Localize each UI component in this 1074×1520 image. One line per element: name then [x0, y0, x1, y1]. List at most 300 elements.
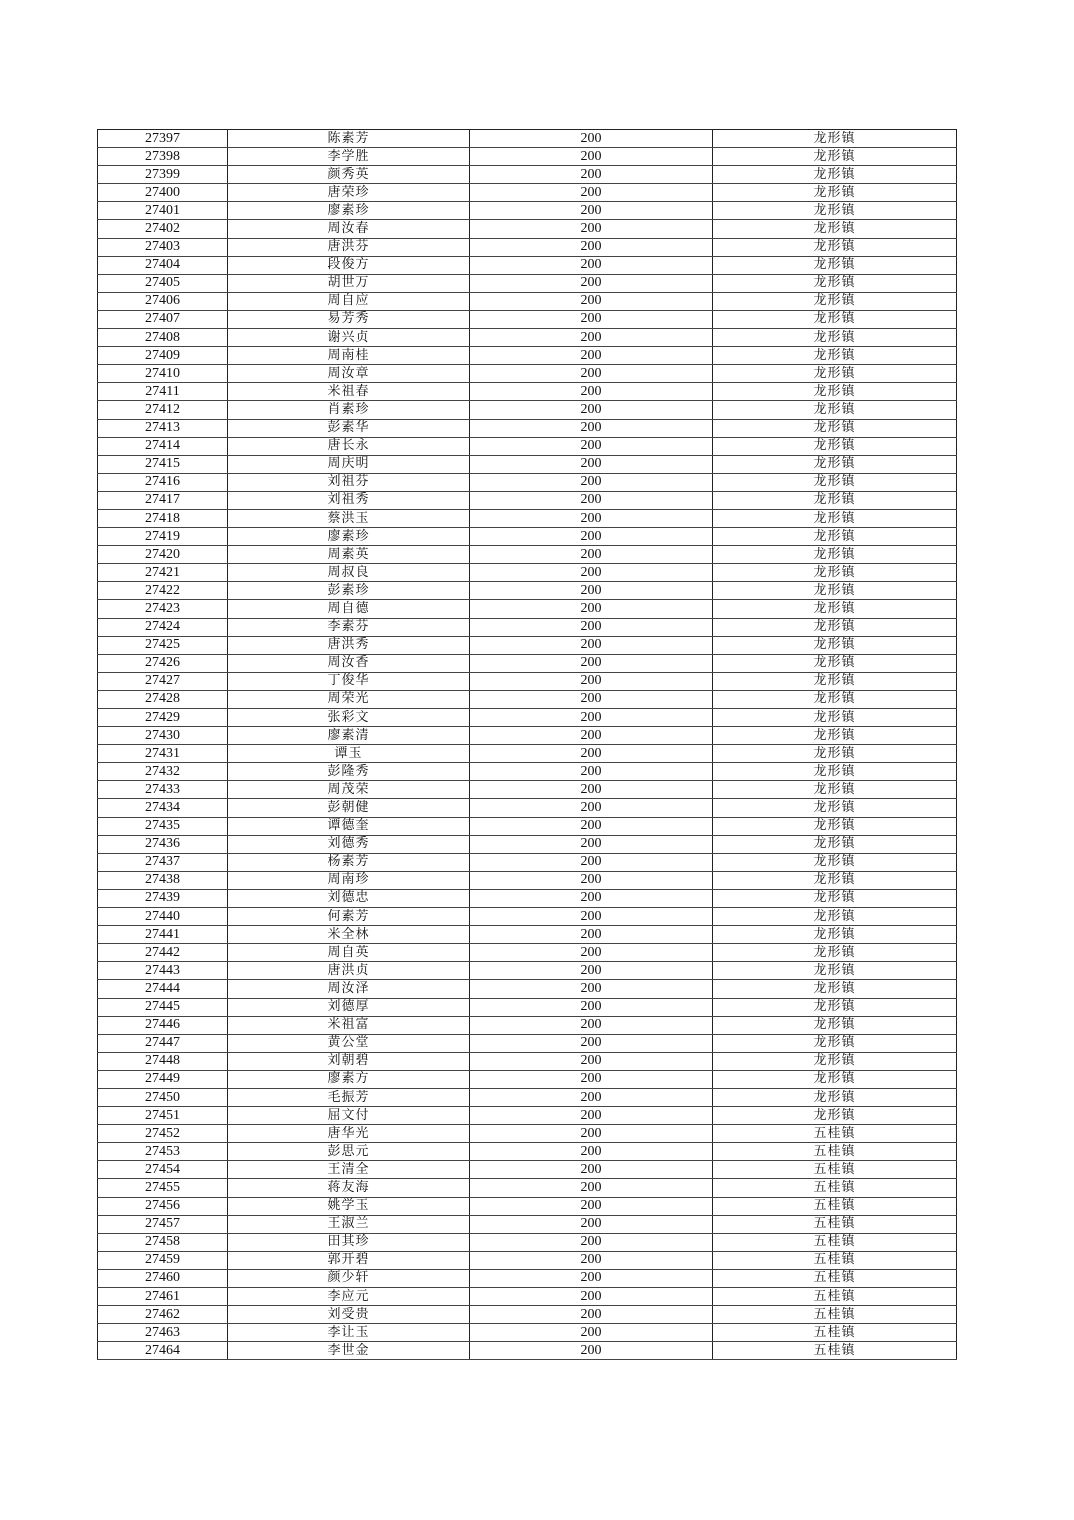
town-cell: 五桂镇: [713, 1161, 957, 1179]
name-cell: 廖素清: [228, 727, 470, 745]
table-row: [98, 926, 957, 944]
amount-cell: 200: [470, 908, 713, 926]
name-cell: 黄公堂: [228, 1034, 470, 1052]
name-cell: 唐华光: [228, 1125, 470, 1143]
town-cell: 龙形镇: [713, 980, 957, 998]
name-cell: 米全林: [228, 926, 470, 944]
name-cell: 唐长永: [228, 437, 470, 455]
amount-cell: 200: [470, 1161, 713, 1179]
name-cell: 廖素珍: [228, 528, 470, 546]
name-cell: 刘祖芬: [228, 473, 470, 491]
town-cell: 龙形镇: [713, 998, 957, 1016]
table-row: [98, 889, 957, 907]
town-cell: 龙形镇: [713, 763, 957, 781]
amount-cell: 200: [470, 220, 713, 238]
amount-cell: 200: [470, 763, 713, 781]
row-id-cell: 27404: [98, 256, 228, 274]
row-id-cell: 27408: [98, 329, 228, 347]
row-id-cell: 27430: [98, 727, 228, 745]
row-id-cell: 27439: [98, 889, 228, 907]
table-row: [98, 618, 957, 636]
row-id-cell: 27398: [98, 148, 228, 166]
amount-cell: 200: [470, 1342, 713, 1360]
town-cell: 五桂镇: [713, 1125, 957, 1143]
town-cell: 龙形镇: [713, 238, 957, 256]
name-cell: 周汝泽: [228, 980, 470, 998]
row-id-cell: 27455: [98, 1179, 228, 1197]
name-cell: 刘德忠: [228, 889, 470, 907]
town-cell: 龙形镇: [713, 926, 957, 944]
amount-cell: 200: [470, 1215, 713, 1233]
row-id-cell: 27423: [98, 600, 228, 618]
town-cell: 五桂镇: [713, 1288, 957, 1306]
row-id-cell: 27448: [98, 1052, 228, 1070]
town-cell: 五桂镇: [713, 1233, 957, 1251]
table-row: [98, 528, 957, 546]
table-row: [98, 1143, 957, 1161]
table-row: [98, 564, 957, 582]
name-cell: 廖素珍: [228, 202, 470, 220]
row-id-cell: 27410: [98, 365, 228, 383]
amount-cell: 200: [470, 256, 713, 274]
town-cell: 龙形镇: [713, 528, 957, 546]
town-cell: 龙形镇: [713, 618, 957, 636]
table-row: [98, 672, 957, 690]
table-row: [98, 347, 957, 365]
table-row: [98, 1288, 957, 1306]
town-cell: 龙形镇: [713, 690, 957, 708]
name-cell: 唐洪贞: [228, 962, 470, 980]
data-table: [97, 129, 957, 1360]
row-id-cell: 27433: [98, 781, 228, 799]
amount-cell: 200: [470, 889, 713, 907]
amount-cell: 200: [470, 509, 713, 527]
table-row: [98, 383, 957, 401]
table-row: [98, 962, 957, 980]
amount-cell: 200: [470, 727, 713, 745]
amount-cell: 200: [470, 1125, 713, 1143]
town-cell: 龙形镇: [713, 220, 957, 238]
town-cell: 龙形镇: [713, 509, 957, 527]
name-cell: 唐洪芬: [228, 238, 470, 256]
amount-cell: 200: [470, 582, 713, 600]
table-row: [98, 292, 957, 310]
amount-cell: 200: [470, 310, 713, 328]
name-cell: 陈素芳: [228, 130, 470, 148]
name-cell: 刘德秀: [228, 835, 470, 853]
town-cell: 龙形镇: [713, 130, 957, 148]
town-cell: 龙形镇: [713, 636, 957, 654]
town-cell: 龙形镇: [713, 564, 957, 582]
row-id-cell: 27458: [98, 1233, 228, 1251]
amount-cell: 200: [470, 564, 713, 582]
name-cell: 段俊方: [228, 256, 470, 274]
table-row: [98, 419, 957, 437]
town-cell: 龙形镇: [713, 853, 957, 871]
town-cell: 龙形镇: [713, 962, 957, 980]
town-cell: 五桂镇: [713, 1179, 957, 1197]
row-id-cell: 27456: [98, 1197, 228, 1215]
name-cell: 蔡洪玉: [228, 509, 470, 527]
amount-cell: 200: [470, 1052, 713, 1070]
town-cell: 龙形镇: [713, 908, 957, 926]
name-cell: 姚学玉: [228, 1197, 470, 1215]
table-row: [98, 908, 957, 926]
town-cell: 龙形镇: [713, 582, 957, 600]
town-cell: 龙形镇: [713, 491, 957, 509]
amount-cell: 200: [470, 491, 713, 509]
town-cell: 龙形镇: [713, 365, 957, 383]
row-id-cell: 27426: [98, 654, 228, 672]
town-cell: 龙形镇: [713, 1016, 957, 1034]
name-cell: 周汝章: [228, 365, 470, 383]
name-cell: 周南珍: [228, 871, 470, 889]
row-id-cell: 27454: [98, 1161, 228, 1179]
name-cell: 何素芳: [228, 908, 470, 926]
row-id-cell: 27411: [98, 383, 228, 401]
name-cell: 刘受贵: [228, 1306, 470, 1324]
town-cell: 龙形镇: [713, 419, 957, 437]
table-row: [98, 1233, 957, 1251]
amount-cell: 200: [470, 401, 713, 419]
amount-cell: 200: [470, 1197, 713, 1215]
name-cell: 周叔良: [228, 564, 470, 582]
row-id-cell: 27399: [98, 166, 228, 184]
amount-cell: 200: [470, 1269, 713, 1287]
row-id-cell: 27422: [98, 582, 228, 600]
town-cell: 龙形镇: [713, 871, 957, 889]
town-cell: 龙形镇: [713, 1070, 957, 1088]
row-id-cell: 27420: [98, 546, 228, 564]
table-row: [98, 1088, 957, 1106]
town-cell: 龙形镇: [713, 672, 957, 690]
row-id-cell: 27435: [98, 817, 228, 835]
table-row: [98, 455, 957, 473]
town-cell: 龙形镇: [713, 202, 957, 220]
amount-cell: 200: [470, 781, 713, 799]
town-cell: 龙形镇: [713, 889, 957, 907]
table-row: [98, 998, 957, 1016]
name-cell: 周自英: [228, 944, 470, 962]
amount-cell: 200: [470, 473, 713, 491]
amount-cell: 200: [470, 871, 713, 889]
table-row: [98, 1306, 957, 1324]
name-cell: 易芳秀: [228, 310, 470, 328]
table-row: [98, 690, 957, 708]
name-cell: 谭德奎: [228, 817, 470, 835]
town-cell: 龙形镇: [713, 383, 957, 401]
amount-cell: 200: [470, 437, 713, 455]
row-id-cell: 27449: [98, 1070, 228, 1088]
amount-cell: 200: [470, 1143, 713, 1161]
amount-cell: 200: [470, 1306, 713, 1324]
amount-cell: 200: [470, 745, 713, 763]
town-cell: 龙形镇: [713, 455, 957, 473]
table-row: [98, 1342, 957, 1360]
row-id-cell: 27397: [98, 130, 228, 148]
amount-cell: 200: [470, 292, 713, 310]
row-id-cell: 27461: [98, 1288, 228, 1306]
town-cell: 五桂镇: [713, 1251, 957, 1269]
town-cell: 龙形镇: [713, 546, 957, 564]
name-cell: 刘祖秀: [228, 491, 470, 509]
name-cell: 王淑兰: [228, 1215, 470, 1233]
row-id-cell: 27437: [98, 853, 228, 871]
amount-cell: 200: [470, 202, 713, 220]
amount-cell: 200: [470, 1016, 713, 1034]
amount-cell: 200: [470, 636, 713, 654]
row-id-cell: 27402: [98, 220, 228, 238]
name-cell: 彭素珍: [228, 582, 470, 600]
amount-cell: 200: [470, 1233, 713, 1251]
row-id-cell: 27432: [98, 763, 228, 781]
table-row: [98, 600, 957, 618]
table-row: [98, 1016, 957, 1034]
town-cell: 龙形镇: [713, 817, 957, 835]
town-cell: 龙形镇: [713, 347, 957, 365]
amount-cell: 200: [470, 184, 713, 202]
name-cell: 唐荣珍: [228, 184, 470, 202]
row-id-cell: 27445: [98, 998, 228, 1016]
table-row: [98, 763, 957, 781]
amount-cell: 200: [470, 546, 713, 564]
town-cell: 龙形镇: [713, 256, 957, 274]
row-id-cell: 27443: [98, 962, 228, 980]
town-cell: 五桂镇: [713, 1306, 957, 1324]
amount-cell: 200: [470, 1288, 713, 1306]
name-cell: 周自德: [228, 600, 470, 618]
row-id-cell: 27419: [98, 528, 228, 546]
town-cell: 龙形镇: [713, 329, 957, 347]
table-row: [98, 274, 957, 292]
row-id-cell: 27421: [98, 564, 228, 582]
town-cell: 龙形镇: [713, 654, 957, 672]
row-id-cell: 27429: [98, 709, 228, 727]
table-row: [98, 238, 957, 256]
table-row: [98, 582, 957, 600]
town-cell: 龙形镇: [713, 437, 957, 455]
name-cell: 丁俊华: [228, 672, 470, 690]
town-cell: 五桂镇: [713, 1342, 957, 1360]
town-cell: 龙形镇: [713, 148, 957, 166]
row-id-cell: 27406: [98, 292, 228, 310]
table-row: [98, 799, 957, 817]
amount-cell: 200: [470, 654, 713, 672]
amount-cell: 200: [470, 148, 713, 166]
amount-cell: 200: [470, 528, 713, 546]
row-id-cell: 27434: [98, 799, 228, 817]
name-cell: 周素英: [228, 546, 470, 564]
row-id-cell: 27417: [98, 491, 228, 509]
amount-cell: 200: [470, 1324, 713, 1342]
table-row: [98, 1251, 957, 1269]
amount-cell: 200: [470, 926, 713, 944]
name-cell: 毛振芳: [228, 1088, 470, 1106]
table-row: [98, 1179, 957, 1197]
table-row: [98, 546, 957, 564]
table-row: [98, 1197, 957, 1215]
row-id-cell: 27400: [98, 184, 228, 202]
row-id-cell: 27462: [98, 1306, 228, 1324]
table-row: [98, 1052, 957, 1070]
name-cell: 李学胜: [228, 148, 470, 166]
town-cell: 五桂镇: [713, 1143, 957, 1161]
row-id-cell: 27401: [98, 202, 228, 220]
table-row: [98, 944, 957, 962]
name-cell: 刘朝碧: [228, 1052, 470, 1070]
name-cell: 周荣光: [228, 690, 470, 708]
row-id-cell: 27409: [98, 347, 228, 365]
amount-cell: 200: [470, 817, 713, 835]
table-row: [98, 509, 957, 527]
name-cell: 颜秀英: [228, 166, 470, 184]
amount-cell: 200: [470, 166, 713, 184]
table-row: [98, 437, 957, 455]
row-id-cell: 27441: [98, 926, 228, 944]
table-row: [98, 166, 957, 184]
name-cell: 唐洪秀: [228, 636, 470, 654]
name-cell: 蒋友海: [228, 1179, 470, 1197]
town-cell: 龙形镇: [713, 274, 957, 292]
table-row: [98, 220, 957, 238]
amount-cell: 200: [470, 690, 713, 708]
table-row: [98, 636, 957, 654]
table-row: [98, 817, 957, 835]
amount-cell: 200: [470, 347, 713, 365]
row-id-cell: 27412: [98, 401, 228, 419]
town-cell: 龙形镇: [713, 781, 957, 799]
row-id-cell: 27451: [98, 1107, 228, 1125]
name-cell: 彭隆秀: [228, 763, 470, 781]
name-cell: 胡世万: [228, 274, 470, 292]
name-cell: 肖素珍: [228, 401, 470, 419]
town-cell: 龙形镇: [713, 944, 957, 962]
amount-cell: 200: [470, 962, 713, 980]
amount-cell: 200: [470, 419, 713, 437]
amount-cell: 200: [470, 238, 713, 256]
amount-cell: 200: [470, 130, 713, 148]
amount-cell: 200: [470, 672, 713, 690]
table-row: [98, 654, 957, 672]
table-row: [98, 184, 957, 202]
row-id-cell: 27444: [98, 980, 228, 998]
row-id-cell: 27442: [98, 944, 228, 962]
amount-cell: 200: [470, 274, 713, 292]
name-cell: 杨素芳: [228, 853, 470, 871]
row-id-cell: 27431: [98, 745, 228, 763]
row-id-cell: 27438: [98, 871, 228, 889]
name-cell: 周南桂: [228, 347, 470, 365]
table-row: [98, 1070, 957, 1088]
amount-cell: 200: [470, 998, 713, 1016]
row-id-cell: 27459: [98, 1251, 228, 1269]
amount-cell: 200: [470, 944, 713, 962]
row-id-cell: 27424: [98, 618, 228, 636]
name-cell: 李应元: [228, 1288, 470, 1306]
row-id-cell: 27436: [98, 835, 228, 853]
row-id-cell: 27463: [98, 1324, 228, 1342]
name-cell: 周汝香: [228, 654, 470, 672]
table-row: [98, 980, 957, 998]
table-row: [98, 1324, 957, 1342]
name-cell: 谭玉: [228, 745, 470, 763]
table-row: [98, 310, 957, 328]
town-cell: 龙形镇: [713, 1088, 957, 1106]
town-cell: 龙形镇: [713, 473, 957, 491]
amount-cell: 200: [470, 455, 713, 473]
table-row: [98, 256, 957, 274]
name-cell: 刘德厚: [228, 998, 470, 1016]
table-row: [98, 727, 957, 745]
row-id-cell: 27447: [98, 1034, 228, 1052]
town-cell: 龙形镇: [713, 745, 957, 763]
table-row: [98, 853, 957, 871]
row-id-cell: 27407: [98, 310, 228, 328]
row-id-cell: 27418: [98, 509, 228, 527]
amount-cell: 200: [470, 329, 713, 347]
table-row: [98, 871, 957, 889]
table-row: [98, 202, 957, 220]
table-row: [98, 491, 957, 509]
table-row: [98, 835, 957, 853]
row-id-cell: 27457: [98, 1215, 228, 1233]
row-id-cell: 27453: [98, 1143, 228, 1161]
town-cell: 龙形镇: [713, 1052, 957, 1070]
table-row: [98, 365, 957, 383]
name-cell: 李让玉: [228, 1324, 470, 1342]
table-row: [98, 130, 957, 148]
town-cell: 五桂镇: [713, 1269, 957, 1287]
table-row: [98, 329, 957, 347]
name-cell: 彭素华: [228, 419, 470, 437]
amount-cell: 200: [470, 980, 713, 998]
table-row: [98, 781, 957, 799]
name-cell: 张彩文: [228, 709, 470, 727]
table-row: [98, 473, 957, 491]
row-id-cell: 27414: [98, 437, 228, 455]
name-cell: 廖素方: [228, 1070, 470, 1088]
amount-cell: 200: [470, 600, 713, 618]
table-row: [98, 1161, 957, 1179]
row-id-cell: 27425: [98, 636, 228, 654]
name-cell: 周汝春: [228, 220, 470, 238]
town-cell: 五桂镇: [713, 1324, 957, 1342]
row-id-cell: 27446: [98, 1016, 228, 1034]
row-id-cell: 27416: [98, 473, 228, 491]
name-cell: 谢兴贞: [228, 329, 470, 347]
row-id-cell: 27427: [98, 672, 228, 690]
table-row: [98, 1034, 957, 1052]
name-cell: 米祖富: [228, 1016, 470, 1034]
table-row: [98, 745, 957, 763]
table-row: [98, 148, 957, 166]
name-cell: 颜少轩: [228, 1269, 470, 1287]
row-id-cell: 27464: [98, 1342, 228, 1360]
name-cell: 田其珍: [228, 1233, 470, 1251]
row-id-cell: 27460: [98, 1269, 228, 1287]
row-id-cell: 27405: [98, 274, 228, 292]
name-cell: 屈文付: [228, 1107, 470, 1125]
name-cell: 彭朝健: [228, 799, 470, 817]
amount-cell: 200: [470, 1107, 713, 1125]
row-id-cell: 27450: [98, 1088, 228, 1106]
town-cell: 龙形镇: [713, 709, 957, 727]
amount-cell: 200: [470, 1034, 713, 1052]
table-row: [98, 401, 957, 419]
town-cell: 五桂镇: [713, 1197, 957, 1215]
name-cell: 米祖春: [228, 383, 470, 401]
table-row: [98, 1125, 957, 1143]
